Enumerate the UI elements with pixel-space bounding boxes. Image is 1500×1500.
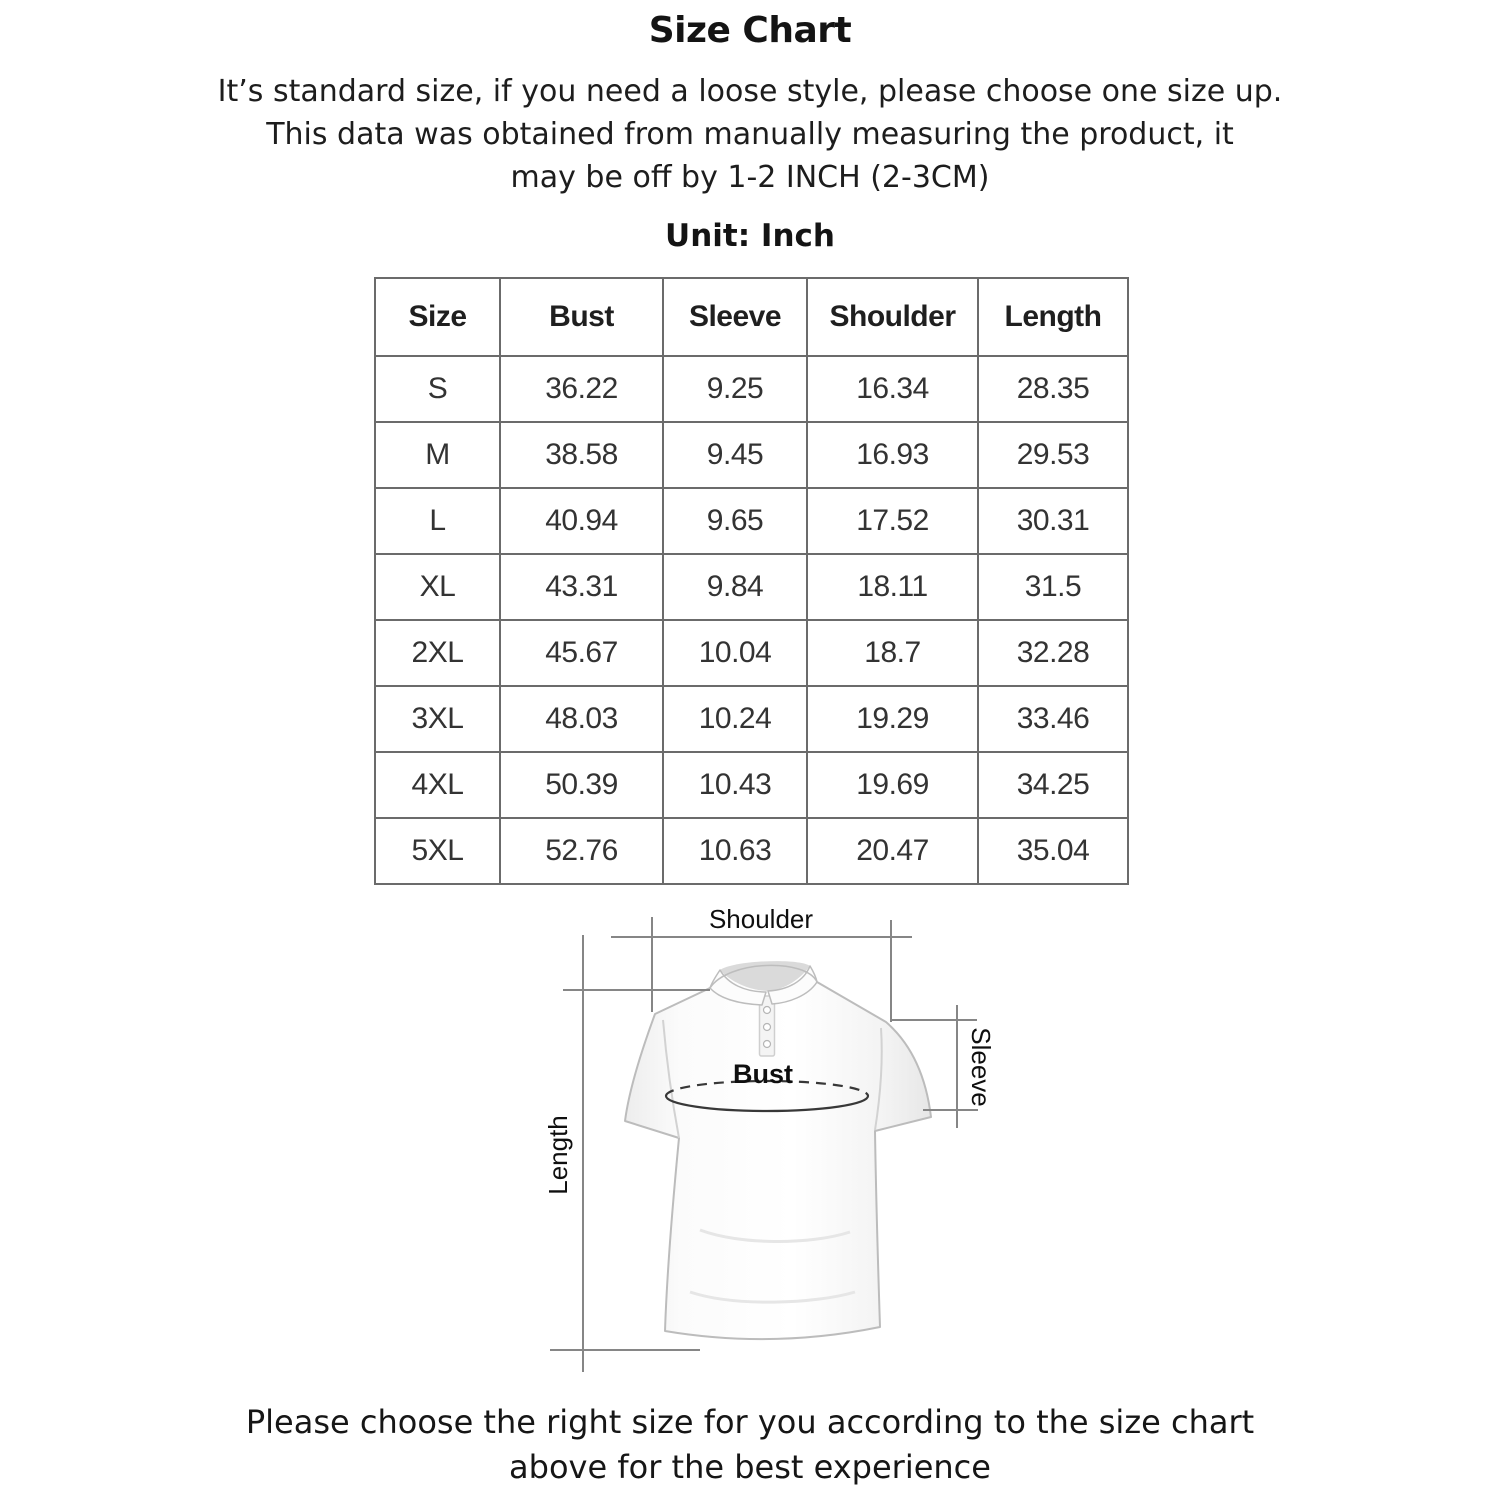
- value-cell: 30.31: [978, 488, 1128, 554]
- intro-line-2: This data was obtained from manually measuring the product, it: [266, 117, 1234, 152]
- col-header-size: Size: [375, 278, 500, 356]
- button-1: [764, 1007, 771, 1014]
- footer-line-2: above for the best experience: [509, 1448, 991, 1486]
- value-cell: 32.28: [978, 620, 1128, 686]
- value-cell: 43.31: [500, 554, 663, 620]
- size-cell: 5XL: [375, 818, 500, 884]
- intro-text: [0, 70, 1500, 199]
- table-row: [375, 488, 1128, 554]
- size-cell: 3XL: [375, 686, 500, 752]
- table-row: [375, 422, 1128, 488]
- intro-line-3: may be off by 1-2 INCH (2-3CM): [510, 160, 990, 195]
- value-cell: 17.52: [807, 488, 978, 554]
- table-row: [375, 620, 1128, 686]
- value-cell: 50.39: [500, 752, 663, 818]
- value-cell: 18.11: [807, 554, 978, 620]
- measurement-diagram: [520, 900, 1040, 1385]
- value-cell: 31.5: [978, 554, 1128, 620]
- table-row: [375, 554, 1128, 620]
- size-table: [374, 277, 1129, 885]
- value-cell: 9.45: [663, 422, 807, 488]
- col-header-sleeve: Sleeve: [663, 278, 807, 356]
- value-cell: 9.65: [663, 488, 807, 554]
- length-label: Length: [542, 1115, 573, 1195]
- table-row: [375, 686, 1128, 752]
- value-cell: 45.67: [500, 620, 663, 686]
- value-cell: 40.94: [500, 488, 663, 554]
- value-cell: 20.47: [807, 818, 978, 884]
- button-3: [764, 1041, 771, 1048]
- intro-line-1: It’s standard size, if you need a loose style, please choose one size up.: [217, 74, 1283, 109]
- sleeve-label: Sleeve: [966, 1027, 997, 1107]
- size-cell: S: [375, 356, 500, 422]
- size-cell: M: [375, 422, 500, 488]
- value-cell: 36.22: [500, 356, 663, 422]
- polo-shirt-illustration: [625, 961, 931, 1339]
- table-row: [375, 752, 1128, 818]
- table-row: [375, 818, 1128, 884]
- bust-label: Bust: [733, 1059, 793, 1089]
- value-cell: 52.76: [500, 818, 663, 884]
- value-cell: 33.46: [978, 686, 1128, 752]
- value-cell: 19.69: [807, 752, 978, 818]
- table-row: [375, 356, 1128, 422]
- size-table-body: [375, 356, 1128, 884]
- button-2: [764, 1024, 771, 1031]
- value-cell: 16.34: [807, 356, 978, 422]
- size-cell: L: [375, 488, 500, 554]
- value-cell: 38.58: [500, 422, 663, 488]
- value-cell: 48.03: [500, 686, 663, 752]
- value-cell: 29.53: [978, 422, 1128, 488]
- value-cell: 34.25: [978, 752, 1128, 818]
- value-cell: 19.29: [807, 686, 978, 752]
- value-cell: 16.93: [807, 422, 978, 488]
- value-cell: 10.63: [663, 818, 807, 884]
- value-cell: 28.35: [978, 356, 1128, 422]
- value-cell: 9.84: [663, 554, 807, 620]
- size-cell: 2XL: [375, 620, 500, 686]
- value-cell: 10.04: [663, 620, 807, 686]
- col-header-shoulder: Shoulder: [807, 278, 978, 356]
- value-cell: 35.04: [978, 818, 1128, 884]
- footer-line-1: Please choose the right size for you according to the size chart: [245, 1403, 1255, 1441]
- footer-note: [0, 1400, 1500, 1490]
- value-cell: 10.24: [663, 686, 807, 752]
- col-header-length: Length: [978, 278, 1128, 356]
- shirt-body: [625, 965, 931, 1339]
- unit-heading: Unit: Inch: [665, 218, 835, 254]
- table-header-row: [375, 278, 1128, 356]
- value-cell: 9.25: [663, 356, 807, 422]
- page-title: Size Chart: [648, 10, 852, 51]
- shoulder-label: Shoulder: [708, 904, 814, 934]
- size-cell: 4XL: [375, 752, 500, 818]
- value-cell: 18.7: [807, 620, 978, 686]
- col-header-bust: Bust: [500, 278, 663, 356]
- size-cell: XL: [375, 554, 500, 620]
- value-cell: 10.43: [663, 752, 807, 818]
